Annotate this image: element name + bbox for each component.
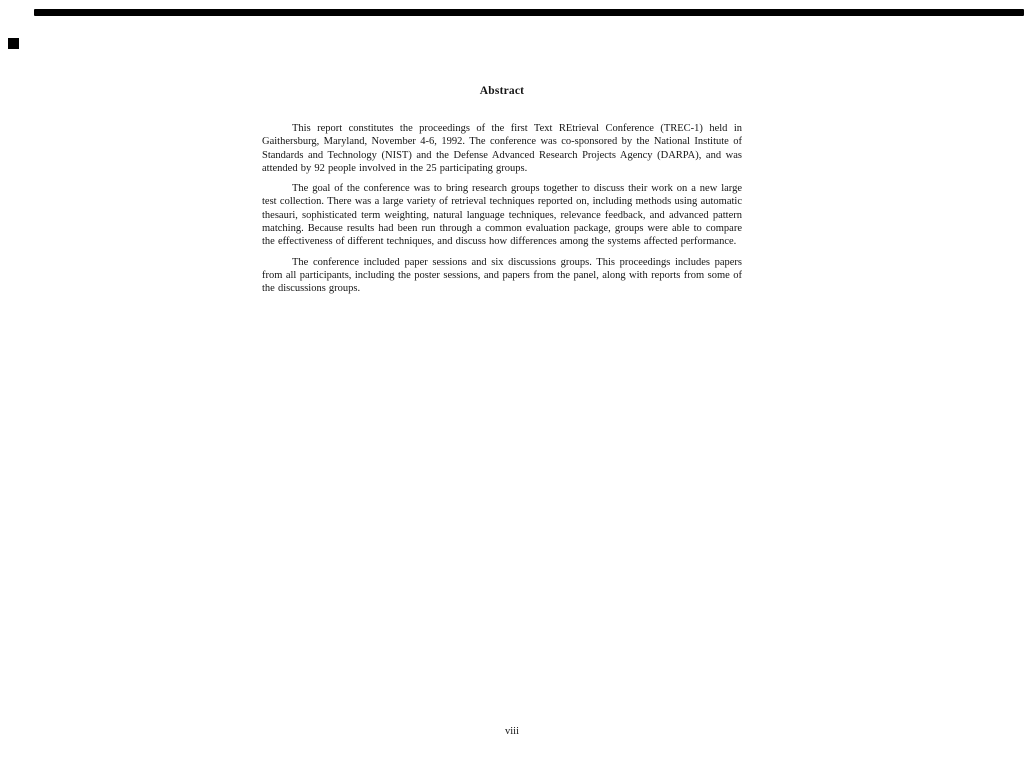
abstract-paragraph-2: The goal of the conference was to bring research groups together to discuss their work on a new large test collection. There was a large variety of retrieval techniques reported on, including methods using automatic thesauri, sophisticated term weighting, natural language techniques, relevance feedback, and advanced pattern matching. Because results had been run through a common evaluation package, groups were able to compare the effectiveness of different techniques, and discuss how differences among the systems affected performance. xyxy=(262,183,742,248)
abstract-heading: Abstract xyxy=(479,85,525,97)
scan-artifact-top-bar xyxy=(34,9,1024,16)
scan-artifact-spot xyxy=(8,38,19,49)
abstract-paragraph-3: The conference included paper sessions and six discussions groups. This proceedings includes papers from all participants, including the poster sessions, and papers from the panel, along with reports from some of the discussions groups. xyxy=(262,256,742,295)
page-number: viii xyxy=(504,726,519,737)
abstract-section xyxy=(262,85,742,303)
abstract-paragraph-1: This report constitutes the proceedings of the first Text REtrieval Conference (TREC-1) held in Gaithersburg, Maryland, November 4-6, 1992. The conference was co-sponsored by the National Institute of Standards and Technology (NIST) and the Defense Advanced Research Projects Agency (DARPA), and was attended by 92 people involved in the 25 participating groups. xyxy=(262,123,742,174)
